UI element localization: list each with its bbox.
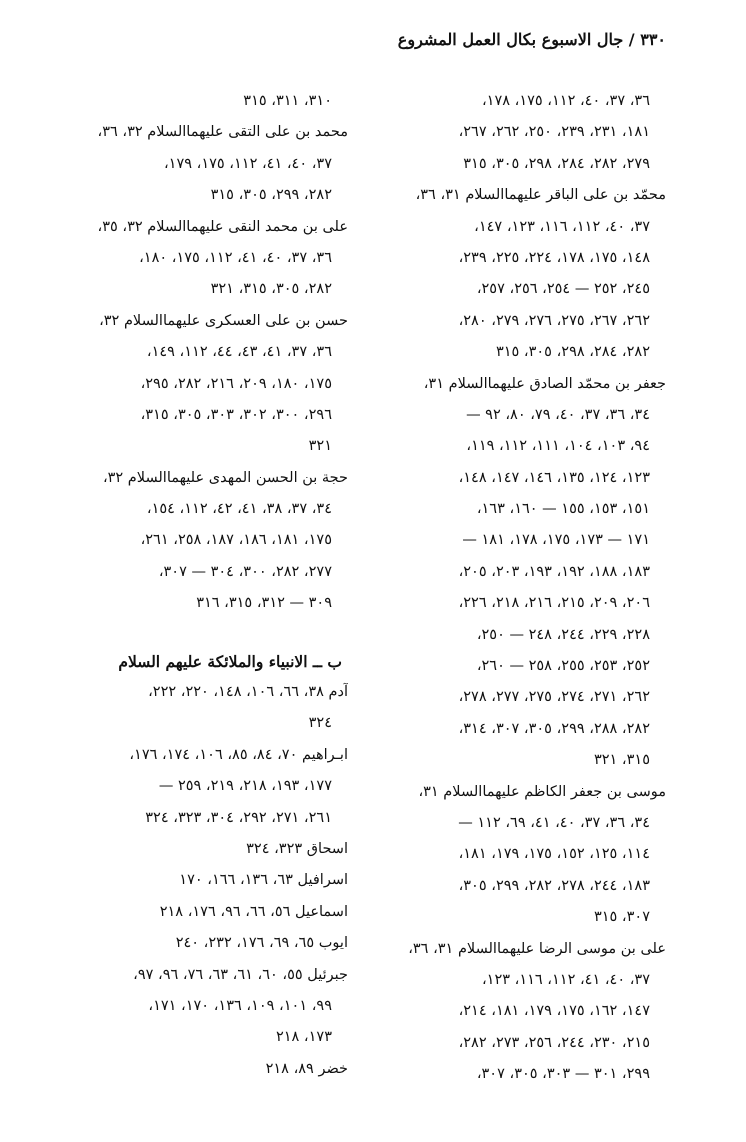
index-page-refs: ١١٤، ١٢٥، ١٥٢، ١٧٥، ١٧٩، ١٨١، — [458, 846, 650, 863]
index-page-refs: ١٨١، ٢٣١، ٢٣٩، ٢٥٠، ٢٦٢، ٢٦٧، — [458, 124, 650, 141]
index-page-refs: ٢٥٢، ٢٥٣، ٢٥٥، ٢٥٨ — ٢٦٠، — [476, 658, 650, 675]
index-page-refs: ١٢٣، ١٢٤، ١٣٥، ١٤٦، ١٤٧، ١٤٨، — [458, 469, 650, 486]
index-page-refs: ١٧١ — ١٧٣، ١٧٥، ١٧٨، ١٨١ — — [462, 532, 650, 549]
index-page-refs: ٣١٥، ٣٢١ — [593, 752, 650, 769]
index-page-refs: ٢٠٦، ٢٠٩، ٢١٥، ٢١٦، ٢١٨، ٢٢٦، — [458, 595, 650, 612]
index-entry: آدم ٣٨، ٦٦، ١٠٦، ١٤٨، ٢٢٠، ٢٢٢، — [148, 684, 348, 701]
index-page-refs: ٩٩، ١٠١، ١٠٩، ١٣٦، ١٧٠، ١٧١، — [148, 997, 332, 1014]
index-entry: على بن محمد النقى عليهماالسلام ٣٢، ٣٥، — [97, 218, 348, 235]
index-page-refs: ٣٤، ٣٧، ٣٨، ٤١، ٤٢، ١١٢، ١٥٤، — [146, 501, 332, 518]
index-page-refs: ١٧٣، ٢١٨ — [275, 1029, 332, 1046]
index-page-refs: ٢٨٢، ٢٨٨، ٢٩٩، ٣٠٥، ٣٠٧، ٣١٤، — [458, 720, 650, 737]
index-page-refs: ١٨٣، ١٨٨، ١٩٢، ١٩٣، ٢٠٣، ٢٠٥، — [458, 563, 650, 580]
index-column-left — [36, 86, 348, 1085]
index-entry: حسن بن على العسكرى عليهماالسلام ٣٢، — [99, 312, 348, 329]
index-page-refs: ٣٦، ٣٧، ٤٠، ٤١، ١١٢، ١٧٥، ١٨٠، — [139, 249, 332, 266]
index-page-refs: ٢٦٢، ٢٦٧، ٢٧٥، ٢٧٦، ٢٧٩، ٢٨٠، — [458, 312, 650, 329]
index-entry: محمد بن على التقى عليهماالسلام ٣٢، ٣٦، — [97, 124, 348, 141]
index-entry: اسماعيل ٥٦، ٦٦، ٩٦، ١٧٦، ٢١٨ — [159, 903, 348, 920]
index-page-refs: ١٤٨، ١٧٥، ١٧٨، ٢٢٤، ٢٢٥، ٢٣٩، — [458, 249, 650, 266]
index-page-refs: ٣٤، ٣٦، ٣٧، ٤٠، ٧٩، ٨٠، ٩٢ — — [466, 406, 650, 423]
index-page-refs: ٢٤٥، ٢٥٢ — ٢٥٤، ٢٥٦، ٢٥٧، — [476, 281, 650, 298]
index-page-refs: ٢٦١، ٢٧١، ٢٩٢، ٣٠٤، ٣٢٣، ٣٢٤ — [145, 809, 332, 826]
index-page-refs: ٢٨٢، ٣٠٥، ٣١٥، ٣٢١ — [210, 281, 332, 298]
index-page-refs: ٣٠٧، ٣١٥ — [593, 909, 650, 926]
index-page-refs: ٢٦٢، ٢٧١، ٢٧٤، ٢٧٥، ٢٧٧، ٢٧٨، — [458, 689, 650, 706]
section-heading: ب ــ الانبياء والملائكة عليهم السلام — [118, 651, 342, 671]
index-page-refs: ٣٢١ — [308, 438, 332, 455]
page-header: ٣٣٠ / جال الاسبوع بكال العمل المشروع — [397, 30, 666, 49]
index-page-refs: ٢٢٨، ٢٢٩، ٢٤٤، ٢٤٨ — ٢٥٠، — [476, 626, 650, 643]
index-entry: حجة بن الحسن المهدى عليهماالسلام ٣٢، — [102, 469, 348, 486]
index-entry: جعفر بن محمّد الصادق عليهماالسلام ٣١، — [423, 375, 666, 392]
index-page-refs: ١٥١، ١٥٣، ١٥٥ — ١٦٠، ١٦٣، — [476, 501, 650, 518]
index-page-refs: ٣٧، ٤٠، ٤١، ١١٢، ١١٦، ١٢٣، — [481, 971, 650, 988]
index-page-refs: ٢٨٢، ٢٨٤، ٢٩٨، ٣٠٥، ٣١٥ — [495, 344, 650, 361]
index-entry: موسى بن جعفر الكاظم عليهماالسلام ٣١، — [418, 783, 666, 800]
index-entry: جبرئيل ٥٥، ٦٠، ٦١، ٦٣، ٧٦، ٩٦، ٩٧، — [133, 966, 348, 983]
index-page-refs: ٣٦، ٣٧، ٤٠، ١١٢، ١٧٥، ١٧٨، — [481, 93, 650, 109]
index-page-refs: ١٧٥، ١٨٠، ٢٠٩، ٢١٦، ٢٨٢، ٢٩٥، — [140, 375, 332, 392]
index-page-refs: ١٧٧، ١٩٣، ٢١٨، ٢١٩، ٢٥٩ — — [158, 778, 332, 795]
index-entry: ايوب ٦٥، ٦٩، ١٧٦، ٢٣٢، ٢٤٠ — [175, 935, 348, 952]
index-column-right — [354, 86, 666, 1091]
index-entry: خضر ٨٩، ٢١٨ — [265, 1060, 348, 1077]
index-page-refs: ١٧٥، ١٨١، ١٨٦، ١٨٧، ٢٥٨، ٢٦١، — [140, 532, 332, 549]
index-page-refs: ٢٩٩، ٣٠١ — ٣٠٣، ٣٠٥، ٣٠٧، — [476, 1066, 650, 1083]
index-page-refs: ٢١٥، ٢٣٠، ٢٤٤، ٢٥٦، ٢٧٣، ٢٨٢، — [458, 1034, 650, 1051]
index-page-refs: ٣١٠، ٣١١، ٣١٥ — [243, 93, 332, 109]
index-page-refs: ٢٩٦، ٣٠٠، ٣٠٢، ٣٠٣، ٣٠٥، ٣١٥، — [140, 406, 332, 423]
index-entry: اسحاق ٣٢٣، ٣٢٤ — [246, 840, 348, 857]
index-page-refs: ٣٧، ٤٠، ٤١، ١١٢، ١٧٥، ١٧٩، — [163, 155, 332, 172]
index-entry: محمّد بن على الباقر عليهماالسلام ٣١، ٣٦، — [415, 187, 666, 204]
index-entry: ابـراهيم ٧٠، ٨٤، ٨٥، ١٠٦، ١٧٤، ١٧٦، — [129, 746, 348, 763]
index-page-refs: ٣٤، ٣٦، ٣٧، ٤٠، ٤١، ٦٩، ١١٢ — — [458, 814, 650, 831]
index-page-refs: ٣٧، ٤٠، ١١٢، ١١٦، ١٢٣، ١٤٧، — [474, 218, 650, 235]
index-page-refs: ٩٤، ١٠٣، ١٠٤، ١١١، ١١٢، ١١٩، — [466, 438, 650, 455]
index-page-refs: ٣٠٩ — ٣١٢، ٣١٥، ٣١٦ — [196, 595, 332, 612]
index-entry: اسرافيل ٦٣، ١٣٦، ١٦٦، ١٧٠ — [179, 872, 348, 889]
index-page-refs: ٢٧٧، ٢٨٢، ٣٠٠، ٣٠٤ — ٣٠٧، — [158, 563, 332, 580]
index-page-refs: ٣٢٤ — [308, 715, 332, 732]
index-page-refs: ٢٧٩، ٢٨٢، ٢٨٤، ٢٩٨، ٣٠٥، ٣١٥ — [463, 155, 650, 172]
index-page-refs: ١٤٧، ١٦٢، ١٧٥، ١٧٩، ١٨١، ٢١٤، — [458, 1003, 650, 1020]
index-page-refs: ٣٦، ٣٧، ٤١، ٤٣، ٤٤، ١١٢، ١٤٩، — [146, 344, 332, 361]
index-page-refs: ١٨٣، ٢٤٤، ٢٧٨، ٢٨٢، ٢٩٩، ٣٠٥، — [458, 877, 650, 894]
index-entry: على بن موسى الرضا عليهماالسلام ٣١، ٣٦، — [408, 940, 666, 957]
index-page-refs: ٢٨٢، ٢٩٩، ٣٠٥، ٣١٥ — [210, 187, 332, 204]
